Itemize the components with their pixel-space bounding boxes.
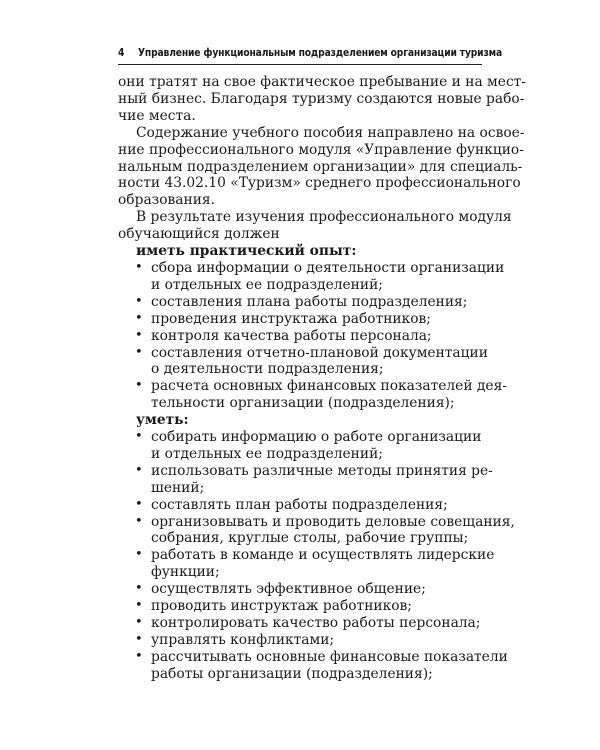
list-item-text: собрания, круглые столы, рабочие группы; bbox=[151, 530, 469, 547]
skills-list bbox=[118, 429, 515, 683]
list-item-text: шений; bbox=[151, 479, 205, 496]
header-rule bbox=[118, 64, 482, 65]
list-item-text: проведения инструктажа работников; bbox=[151, 310, 431, 327]
list-item bbox=[118, 429, 486, 463]
list-item-text: проводить инструктаж работников; bbox=[151, 598, 412, 615]
bullet-icon: • bbox=[135, 547, 143, 563]
list-item bbox=[118, 547, 495, 581]
list-item-text: контролировать качество работы персонала; bbox=[151, 615, 481, 631]
list-item bbox=[118, 648, 508, 683]
text-line: ние профессионального модуля «Управление функцио- bbox=[118, 141, 524, 158]
bullet-icon: • bbox=[135, 615, 143, 630]
bullet-icon: • bbox=[135, 462, 143, 478]
text-line: ный бизнес. Благодаря туризму создаются новые рабо- bbox=[118, 90, 525, 107]
list-item-text: работы организации (подразделения); bbox=[151, 665, 433, 682]
bullet-icon: • bbox=[135, 344, 143, 360]
text-line: нальным подразделением организации» для специаль- bbox=[118, 158, 523, 175]
list-item bbox=[118, 598, 486, 615]
bullet-icon: • bbox=[135, 327, 143, 343]
bullet-icon: • bbox=[135, 259, 143, 275]
list-item-text: расчета основных финансовых показателей дея- bbox=[151, 378, 507, 395]
bullet-icon: • bbox=[135, 581, 143, 597]
running-title: Управление функциональным подразделением организации туризма bbox=[138, 48, 503, 59]
list-item bbox=[118, 259, 505, 294]
paragraph-continuation bbox=[118, 74, 526, 125]
list-item bbox=[118, 294, 486, 311]
text-line: Содержание учебного пособия направлено на освое- bbox=[136, 124, 525, 141]
list-item bbox=[118, 632, 486, 649]
list-item bbox=[118, 328, 486, 345]
list-item-text: контроля качества работы персонала; bbox=[151, 327, 432, 344]
experience-list bbox=[118, 259, 507, 412]
bullet-icon: • bbox=[135, 648, 143, 664]
bullet-icon: • bbox=[135, 310, 143, 326]
text-line: они тратят на свое фактическое пребывание и на мест- bbox=[118, 74, 526, 90]
list-item-text: управлять конфликтами; bbox=[151, 631, 335, 648]
bullet-icon: • bbox=[135, 429, 143, 445]
list-item-text: и отдельных ее подразделений; bbox=[151, 276, 383, 293]
list-item-text: собирать информацию о работе организации bbox=[151, 429, 482, 446]
text-line: обучающийся должен bbox=[118, 226, 280, 243]
list-item-text: работать в команде и осуществлять лидерские bbox=[151, 547, 495, 564]
running-head bbox=[118, 47, 503, 61]
bullet-icon: • bbox=[135, 293, 143, 309]
list-item bbox=[118, 513, 515, 548]
text-line: чие места. bbox=[118, 107, 196, 124]
skills-heading: уметь: bbox=[136, 412, 189, 429]
list-item-text: составлять план работы подразделения; bbox=[151, 496, 448, 513]
text-line: образования. bbox=[118, 192, 215, 209]
bullet-icon: • bbox=[135, 496, 143, 512]
list-item-text: использовать различные методы принятия ре- bbox=[151, 462, 493, 479]
body-text bbox=[118, 74, 526, 683]
list-item bbox=[118, 615, 486, 632]
list-item bbox=[118, 378, 507, 412]
bullet-icon: • bbox=[135, 513, 143, 529]
list-item-text: составления плана работы подразделения; bbox=[151, 293, 468, 310]
list-item-text: составления отчетно-плановой документации bbox=[151, 344, 488, 361]
list-item bbox=[118, 345, 486, 379]
list-item bbox=[118, 311, 486, 328]
list-item-text: осуществлять эффективное общение; bbox=[151, 581, 426, 598]
bullet-icon: • bbox=[135, 631, 143, 647]
bullet-icon: • bbox=[135, 598, 143, 614]
list-item bbox=[118, 581, 486, 598]
bullet-icon: • bbox=[135, 378, 143, 394]
list-item-text: сбора информации о деятельности организации bbox=[151, 259, 505, 276]
list-item-text: и отдельных ее подразделений; bbox=[151, 445, 383, 462]
list-item-text: о деятельности подразделения; bbox=[151, 361, 384, 378]
list-item-text: функции; bbox=[151, 564, 220, 581]
paragraph-content bbox=[118, 124, 525, 210]
text-line: ности 43.02.10 «Туризм» среднего профессионального bbox=[118, 175, 521, 192]
list-item bbox=[118, 497, 486, 514]
experience-heading: иметь практический опыт: bbox=[136, 243, 357, 260]
paragraph-result bbox=[118, 209, 512, 243]
list-item-text: рассчитывать основные финансовые показатели bbox=[151, 648, 508, 665]
list-item-text: организовывать и проводить деловые совещания, bbox=[151, 513, 515, 530]
list-item bbox=[118, 462, 493, 497]
page-number: 4 bbox=[118, 48, 125, 59]
text-line: В результате изучения профессионального модуля bbox=[136, 209, 512, 226]
list-item-text: тельности организации (подразделения); bbox=[151, 395, 455, 412]
